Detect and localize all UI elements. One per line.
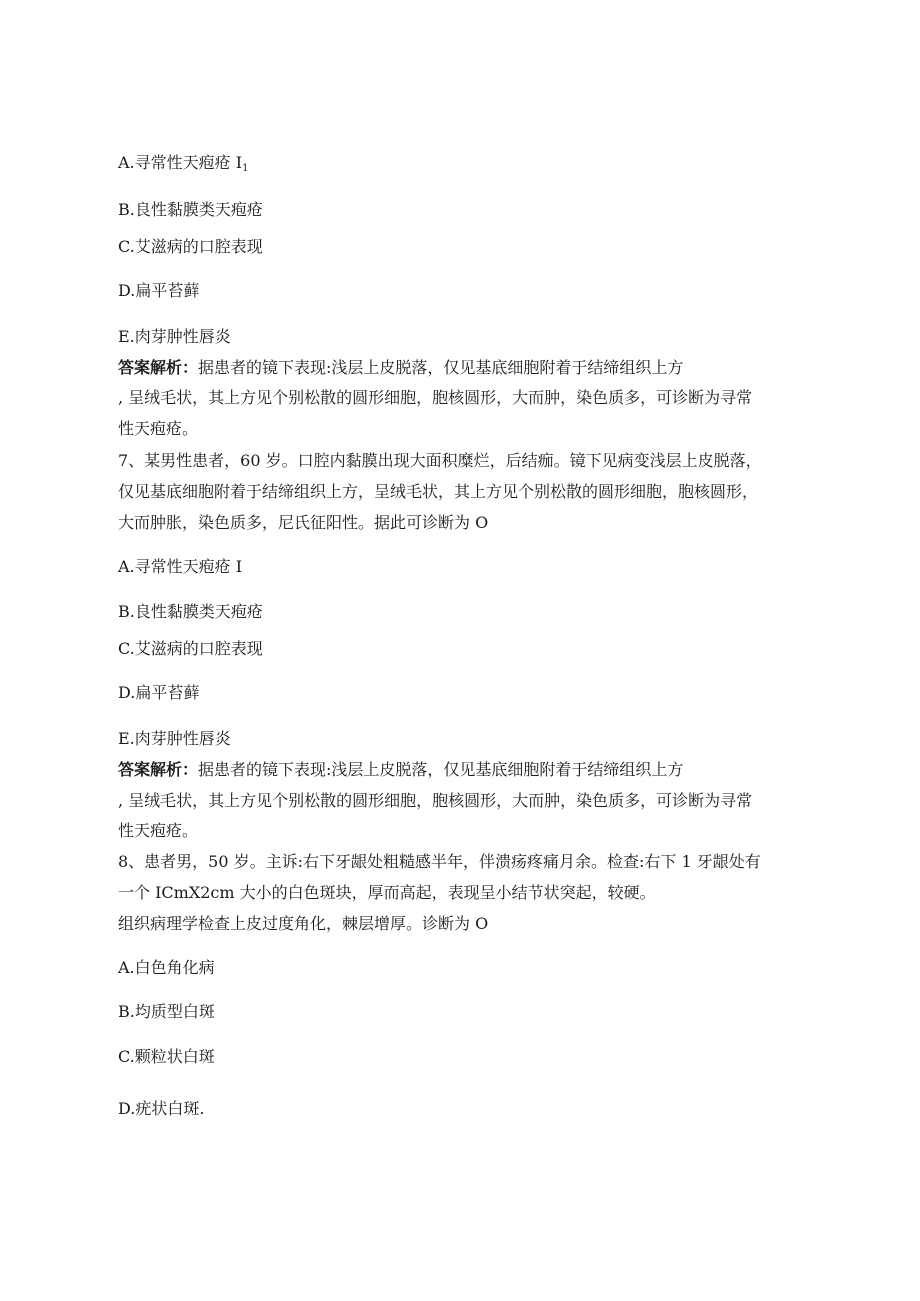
q6-analysis-line-3: 性天疱疮。 [118,419,199,438]
q7-analysis-text-1: 据患者的镜下表现:浅层上皮脱落，仅见基底细胞附着于结缔组织上方 [198,760,684,779]
q7-analysis-line-3: 性天疱疮。 [118,821,199,840]
q6-option-d: D.扁平苔藓 [118,281,200,300]
q8-stem-line-2: 一个 ICmX2cm 大小的白色斑块，厚而高起，表现呈小结节状突起，较硬。 [118,883,656,902]
q6-analysis-line-1 [118,358,683,378]
q7-option-e: E.肉芽肿性唇炎 [118,729,231,748]
q7-stem-line-2: 仅见基底细胞附着于结缔组织上方，呈绒毛状，其上方见个别松散的圆形细胞，胞核圆形， [118,482,759,501]
q7-analysis-label: 答案解析： [118,760,199,779]
q8-option-a: A.白色角化病 [118,958,215,977]
q7-analysis-line-2: , 呈绒毛状，其上方见个别松散的圆形细胞，胞核圆形，大而肿，染色质多，可诊断为寻常 [118,791,753,810]
q6-analysis-line-2: , 呈绒毛状，其上方见个别松散的圆形细胞，胞核圆形，大而肿，染色质多，可诊断为寻常 [118,388,753,407]
q6-option-e: E.肉芽肿性唇炎 [118,327,231,346]
q6-analysis-text-1: 据患者的镜下表现:浅层上皮脱落，仅见基底细胞附着于结缔组织上方 [198,358,684,377]
q8-stem-line-1: 8、患者男，50 岁。主诉:右下牙龈处粗糙感半年，伴溃疡疼痛月余。检查:右下 1 牙龈处有 [118,852,761,871]
q7-option-a: A.寻常性天疱疮 I [118,557,243,576]
q6-option-b: B.良性黏膜类天疱疮 [118,200,263,219]
q7-option-b: B.良性黏膜类天疱疮 [118,602,263,621]
q8-option-d: D.疣状白斑. [118,1099,205,1118]
q8-option-b: B.均质型白斑 [118,1002,215,1021]
q6-option-c: C.艾滋病的口腔表现 [118,237,263,256]
q7-analysis-line-1 [118,760,683,780]
q7-stem-line-3: 大而肿胀，染色质多，尼氏征阳性。据此可诊断为 O [118,513,489,532]
q6-analysis-label: 答案解析： [118,358,199,377]
q7-option-d: D.扁平苔藓 [118,683,200,702]
q7-option-c: C.艾滋病的口腔表现 [118,639,263,658]
q6-option-a-text: A.寻常性天疱疮 I [118,153,243,172]
q6-option-a-subscript: 1 [242,163,249,174]
q6-option-a [118,153,248,179]
q8-option-c: C.颗粒状白斑 [118,1047,215,1066]
q7-stem-line-1: 7、某男性患者，60 岁。口腔内黏膜出现大面积糜烂，后结痂。镜下见病变浅层上皮脱落， [118,451,762,470]
q8-stem-line-3: 组织病理学检查上皮过度角化，棘层增厚。诊断为 O [118,914,489,933]
